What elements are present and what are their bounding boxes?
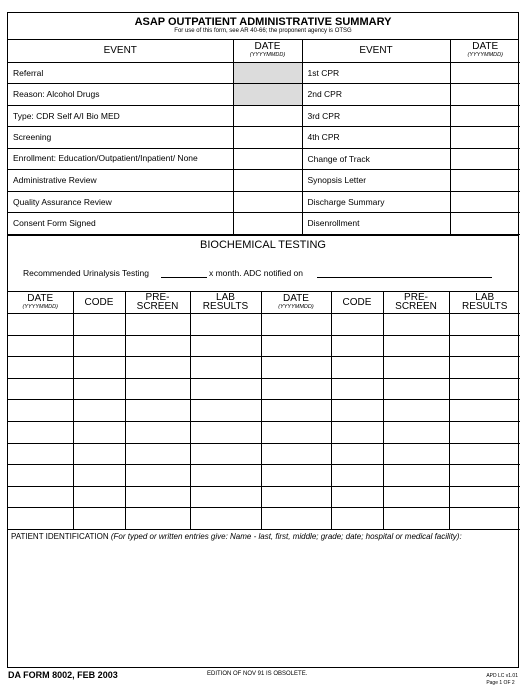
date-field[interactable] — [450, 170, 520, 192]
events-table — [8, 40, 520, 235]
event-label: Discharge Summary — [302, 191, 450, 213]
lab-results-header: LAB RESULTS — [449, 292, 520, 314]
code-field[interactable] — [73, 335, 125, 357]
code-field[interactable] — [73, 357, 125, 379]
test-date-field[interactable] — [8, 335, 73, 357]
test-row — [8, 465, 520, 487]
test-date-header: DATE (YYYYMMDD) — [8, 292, 73, 314]
test-date-header: DATE (YYYYMMDD) — [261, 292, 331, 314]
lab-results-field[interactable] — [449, 486, 520, 508]
frequency-field[interactable] — [161, 268, 207, 278]
lab-results-header: LAB RESULTS — [190, 292, 261, 314]
test-row — [8, 357, 520, 379]
form-title: ASAP OUTPATIENT ADMINISTRATIVE SUMMARY — [134, 16, 392, 28]
test-date-field[interactable] — [261, 314, 331, 336]
test-row — [8, 443, 520, 465]
event-header: EVENT — [8, 40, 233, 62]
event-label: 2nd CPR — [302, 84, 450, 106]
event-label: Change of Track — [302, 148, 450, 170]
test-date-field[interactable] — [8, 486, 73, 508]
test-date-field[interactable] — [8, 508, 73, 530]
prescreen-field[interactable] — [383, 486, 449, 508]
lab-results-field[interactable] — [190, 314, 261, 336]
prescreen-field[interactable] — [383, 357, 449, 379]
event-label: Enrollment: Education/Outpatient/Inpatient/ None — [8, 148, 233, 170]
date-field[interactable] — [233, 127, 302, 149]
prescreen-field[interactable] — [125, 421, 190, 443]
events-header-row — [8, 40, 520, 62]
lab-results-field[interactable] — [449, 378, 520, 400]
code-field[interactable] — [331, 443, 383, 465]
test-row — [8, 421, 520, 443]
lab-results-field[interactable] — [449, 465, 520, 487]
event-label: Disenrollment — [302, 213, 450, 235]
date-field — [233, 62, 302, 84]
event-label: 3rd CPR — [302, 105, 450, 127]
lab-results-field[interactable] — [190, 486, 261, 508]
date-field[interactable] — [233, 191, 302, 213]
event-label: Synopsis Letter — [302, 170, 450, 192]
patient-id-label: PATIENT IDENTIFICATION — [11, 531, 109, 541]
lab-results-field[interactable] — [190, 357, 261, 379]
test-date-field[interactable] — [8, 378, 73, 400]
test-date-field[interactable] — [261, 378, 331, 400]
biochemical-section — [8, 235, 518, 292]
event-row — [8, 62, 520, 84]
code-field[interactable] — [331, 508, 383, 530]
lab-results-field[interactable] — [190, 400, 261, 422]
prescreen-field[interactable] — [125, 400, 190, 422]
lab-results-field[interactable] — [190, 335, 261, 357]
event-label: Reason: Alcohol Drugs — [8, 84, 233, 106]
tests-header-row — [8, 292, 520, 314]
code-field[interactable] — [331, 400, 383, 422]
test-date-field[interactable] — [261, 443, 331, 465]
lab-results-field[interactable] — [449, 335, 520, 357]
code-field[interactable] — [331, 335, 383, 357]
urinalysis-line — [23, 268, 492, 278]
event-row — [8, 170, 520, 192]
date-field[interactable] — [450, 62, 520, 84]
prescreen-field[interactable] — [383, 508, 449, 530]
prescreen-field[interactable] — [125, 465, 190, 487]
date-field[interactable] — [233, 213, 302, 235]
date-field[interactable] — [233, 105, 302, 127]
code-header: CODE — [331, 292, 383, 314]
date-header: DATE (YYYYMMDD) — [233, 40, 302, 62]
prescreen-field[interactable] — [383, 421, 449, 443]
code-field[interactable] — [73, 421, 125, 443]
prescreen-header: PRE- SCREEN — [125, 292, 190, 314]
adc-notified-field[interactable] — [317, 268, 492, 278]
event-row — [8, 105, 520, 127]
event-label: Screening — [8, 127, 233, 149]
test-date-field[interactable] — [261, 486, 331, 508]
test-date-field[interactable] — [261, 465, 331, 487]
prescreen-field[interactable] — [383, 335, 449, 357]
prescreen-field[interactable] — [383, 443, 449, 465]
code-field[interactable] — [331, 357, 383, 379]
code-field[interactable] — [73, 465, 125, 487]
prescreen-header: PRE- SCREEN — [383, 292, 449, 314]
test-date-field[interactable] — [261, 508, 331, 530]
test-date-field[interactable] — [8, 465, 73, 487]
date-field[interactable] — [233, 148, 302, 170]
code-field[interactable] — [331, 486, 383, 508]
tests-table — [8, 292, 520, 530]
lab-results-field[interactable] — [190, 378, 261, 400]
prescreen-field[interactable] — [383, 465, 449, 487]
event-row — [8, 213, 520, 235]
prescreen-field[interactable] — [125, 335, 190, 357]
page-number: Page 1 OF 2 — [486, 680, 515, 686]
recommended-label: Recommended Urinalysis Testing — [23, 267, 149, 278]
biochemical-title: BIOCHEMICAL TESTING — [200, 238, 326, 251]
test-row — [8, 400, 520, 422]
code-field[interactable] — [331, 465, 383, 487]
form-subtitle: For use of this form, see AR 40-66; the proponent agency is OTSG — [174, 28, 352, 34]
date-field[interactable] — [450, 127, 520, 149]
code-field[interactable] — [331, 421, 383, 443]
test-date-field[interactable] — [8, 314, 73, 336]
date-header-right: DATE (YYYYMMDD) — [450, 40, 520, 62]
event-row — [8, 191, 520, 213]
code-field[interactable] — [73, 486, 125, 508]
lab-results-field[interactable] — [449, 443, 520, 465]
prescreen-field[interactable] — [125, 486, 190, 508]
date-field[interactable] — [450, 148, 520, 170]
event-label: Consent Form Signed — [8, 213, 233, 235]
prescreen-field[interactable] — [125, 314, 190, 336]
test-date-field[interactable] — [261, 421, 331, 443]
prescreen-field[interactable] — [383, 400, 449, 422]
page-info — [486, 673, 518, 687]
test-date-field[interactable] — [8, 357, 73, 379]
code-field[interactable] — [73, 378, 125, 400]
event-label: Administrative Review — [8, 170, 233, 192]
event-label: Quality Assurance Review — [8, 191, 233, 213]
code-field[interactable] — [73, 314, 125, 336]
lab-results-field[interactable] — [190, 508, 261, 530]
form-header — [8, 13, 518, 40]
date-field[interactable] — [233, 170, 302, 192]
lab-results-field[interactable] — [449, 421, 520, 443]
test-date-field[interactable] — [261, 335, 331, 357]
test-row — [8, 508, 520, 530]
code-field[interactable] — [73, 400, 125, 422]
patient-id-hint: (For typed or written entries give: Name - last, first, middle; grade; date; hospital or medical facility): — [110, 531, 462, 541]
lab-results-field[interactable] — [449, 508, 520, 530]
test-date-field[interactable] — [8, 443, 73, 465]
prescreen-field[interactable] — [383, 378, 449, 400]
patient-identification[interactable] — [8, 530, 518, 543]
date-field — [233, 84, 302, 106]
event-label: 1st CPR — [302, 62, 450, 84]
code-field[interactable] — [73, 508, 125, 530]
event-row — [8, 127, 520, 149]
prescreen-field[interactable] — [125, 443, 190, 465]
event-label: 4th CPR — [302, 127, 450, 149]
test-row — [8, 335, 520, 357]
date-field[interactable] — [450, 84, 520, 106]
lab-results-field[interactable] — [449, 400, 520, 422]
month-label: x month. ADC notified on — [208, 267, 304, 278]
prescreen-field[interactable] — [125, 357, 190, 379]
edition-note: EDITION OF NOV 91 IS OBSOLETE. — [207, 671, 308, 677]
event-label: Referral — [8, 62, 233, 84]
lab-results-field[interactable] — [190, 421, 261, 443]
event-header-right: EVENT — [302, 40, 450, 62]
date-field[interactable] — [450, 191, 520, 213]
code-header: CODE — [73, 292, 125, 314]
form-number: DA FORM 8002, FEB 2003 — [8, 670, 118, 680]
code-field[interactable] — [331, 314, 383, 336]
lab-results-field[interactable] — [190, 443, 261, 465]
test-row — [8, 378, 520, 400]
event-row — [8, 84, 520, 106]
form-page — [7, 12, 519, 668]
prescreen-field[interactable] — [383, 314, 449, 336]
test-date-field[interactable] — [8, 421, 73, 443]
event-label: Type: CDR Self A/I Bio MED — [8, 105, 233, 127]
lab-results-field[interactable] — [449, 314, 520, 336]
test-date-field[interactable] — [261, 357, 331, 379]
test-row — [8, 486, 520, 508]
date-field[interactable] — [450, 105, 520, 127]
code-field[interactable] — [331, 378, 383, 400]
event-row — [8, 148, 520, 170]
prescreen-field[interactable] — [125, 378, 190, 400]
code-field[interactable] — [73, 443, 125, 465]
test-date-field[interactable] — [261, 400, 331, 422]
lab-results-field[interactable] — [449, 357, 520, 379]
test-date-field[interactable] — [8, 400, 73, 422]
apd-version: APD LC v1.01 — [486, 673, 518, 679]
lab-results-field[interactable] — [190, 465, 261, 487]
test-row — [8, 314, 520, 336]
date-field[interactable] — [450, 213, 520, 235]
prescreen-field[interactable] — [125, 508, 190, 530]
